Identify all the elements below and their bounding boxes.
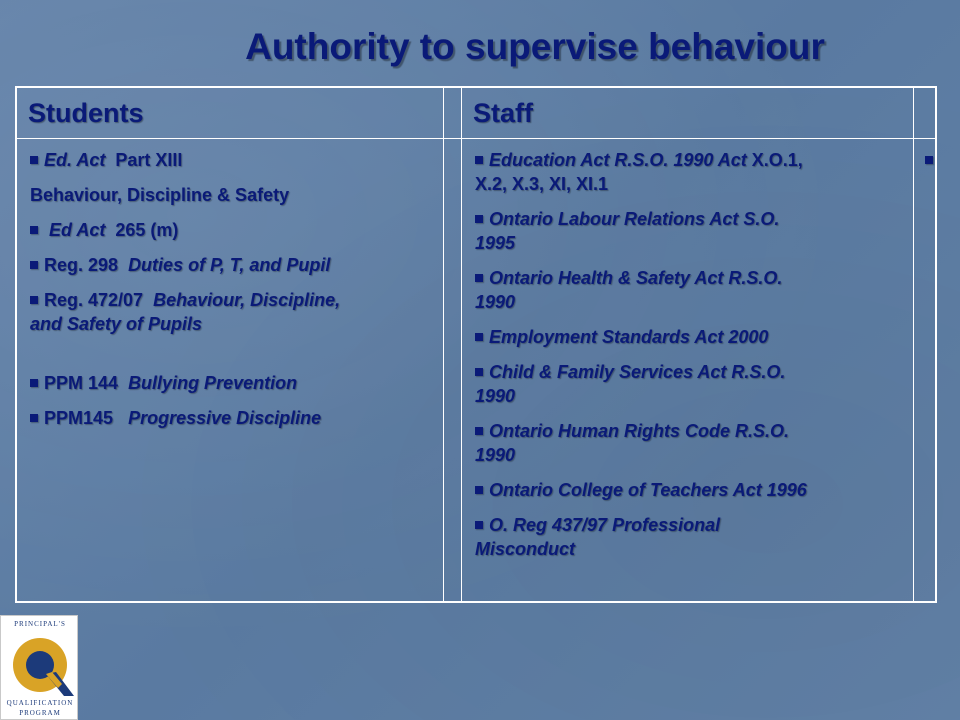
list-item: PPM 144 Bullying Prevention: [30, 371, 435, 395]
list-item: Ontario Human Rights Code R.S.O. 1990: [475, 421, 790, 465]
list-item: Employment Standards Act 2000: [475, 325, 910, 349]
bullet-icon: [30, 296, 38, 304]
students-cell: [30, 148, 435, 441]
bullet-icon: [475, 427, 483, 435]
list-item: Behaviour, Discipline & Safety: [30, 185, 290, 205]
bullet-icon: [475, 215, 483, 223]
staff-cell: [475, 148, 910, 572]
list-item: Ontario Labour Relations Act S.O. 1995: [475, 209, 780, 253]
list-item: O. Reg 437/97 Professional Misconduct: [475, 515, 721, 559]
logo-bottom-text: QUALIFICATION: [6, 699, 74, 707]
principals-qualification-program-logo: [0, 615, 78, 720]
list-item: [925, 148, 935, 172]
list-item: Ed Act 265 (m): [30, 218, 435, 242]
bullet-icon: [30, 226, 38, 234]
bullet-icon: [30, 261, 38, 269]
bullet-icon: [475, 156, 483, 164]
bullet-icon: [30, 156, 38, 164]
bullet-icon: [475, 274, 483, 282]
page-title: Authority to supervise behaviour: [245, 26, 825, 67]
bullet-icon: [475, 368, 483, 376]
bullet-icon: [30, 379, 38, 387]
empty-cell: [925, 148, 935, 183]
column-divider: [443, 88, 444, 601]
list-item: Child & Family Services Act R.S.O. 1990: [475, 362, 786, 406]
bullet-icon: [475, 486, 483, 494]
list-item: PPM145 Progressive Discipline: [30, 406, 435, 430]
bullet-icon: [475, 521, 483, 529]
authority-table: [15, 86, 937, 603]
list-item: Ontario College of Teachers Act 1996: [475, 478, 910, 502]
list-item: Reg. 298 Duties of P, T, and Pupil: [30, 253, 435, 277]
column-divider: [913, 88, 914, 601]
list-item: Ed. Act Part XIII: [30, 148, 435, 172]
list-item: Education Act R.S.O. 1990 Act X.O.1, X.2, X.3, XI, XI.1: [475, 150, 803, 194]
column-divider: [461, 88, 462, 601]
staff-header: Staff: [473, 98, 533, 128]
bullet-icon: [475, 333, 483, 341]
logo-bottom-text: PROGRAM: [19, 709, 61, 717]
bullet-icon: [30, 414, 38, 422]
logo-top-text: PRINCIPAL'S: [14, 620, 66, 628]
students-header: Students: [28, 98, 144, 128]
list-item: Reg. 472/07 Behaviour, Discipline, and Safety of Pupils: [30, 290, 341, 334]
q-letter-icon: [2, 632, 78, 702]
bullet-icon: [925, 156, 933, 164]
list-item: Ontario Health & Safety Act R.S.O. 1990: [475, 268, 783, 312]
